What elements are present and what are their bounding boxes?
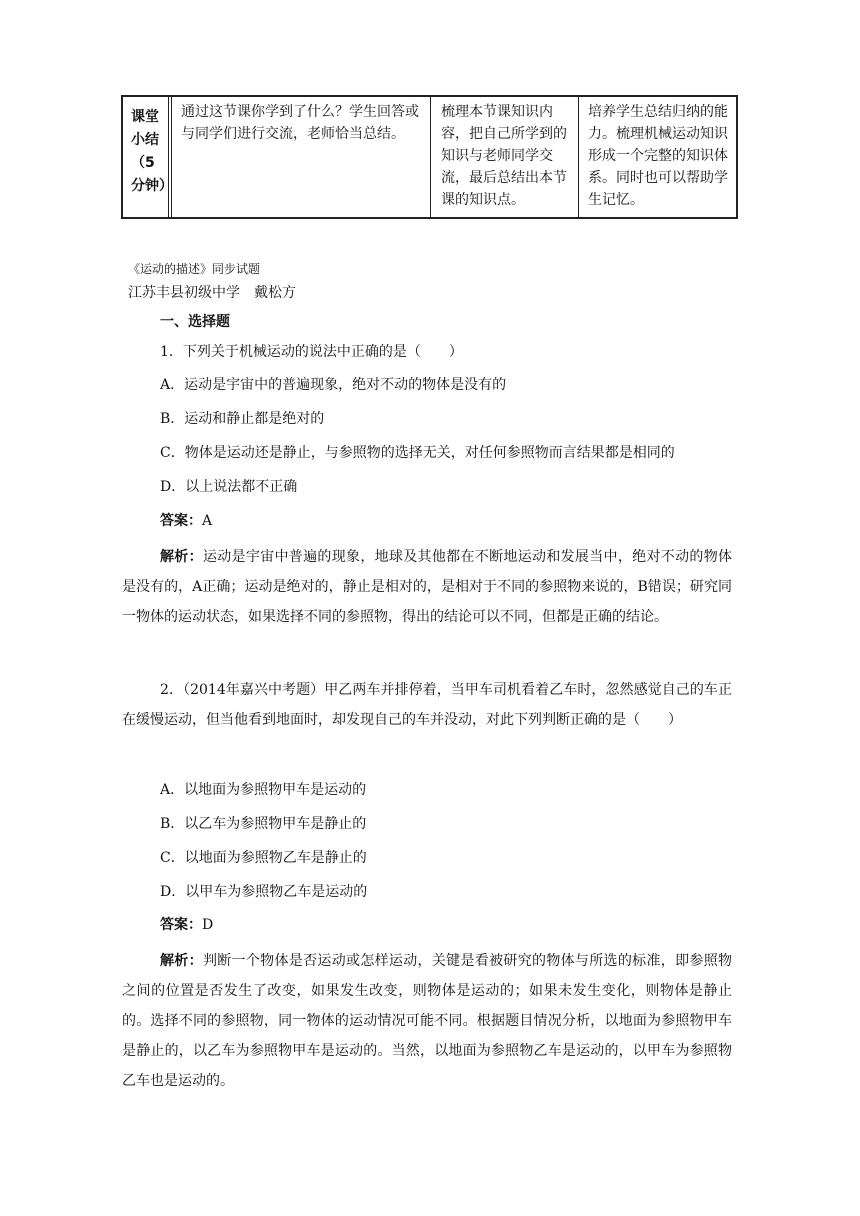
table-cell-student-activity: 梳理本节课知识内容，把自己所学到的知识与老师同学交流，最后总结出本节课的知识点。 xyxy=(431,97,579,217)
q2-answer-value: D xyxy=(202,917,214,933)
q2-analysis-label: 解析： xyxy=(160,953,203,969)
table-cell-design-intent: 培养学生总结归纳的能力。梳理机械运动知识形成一个完整的知识体系。同时也可以帮助学生记忆。 xyxy=(588,104,728,208)
q2-answer-label: 答案： xyxy=(160,917,202,933)
q1-stem: 1．下列关于机械运动的说法中正确的是（ ） xyxy=(160,344,463,360)
table-cell-stage: 课堂小结（5分钟） xyxy=(123,97,172,217)
table-cell-teacher-activity: 通过这节课你学到了什么？学生回答或与同学们进行交流，老师恰当总结。 xyxy=(172,97,431,217)
q2-analysis-text: 判断一个物体是否运动或怎样运动，关键是看被研究的物体与所选的标准，即参照物之间的位置是否发生了改变，如果发生改变，则物体是运动的；如果未发生变化，则物体是静止的。选择不同的参照物，同一物体的运动情况可能不同。根据题目情况分析，以地面为参照物甲车是静止的，以乙车为参照物甲车是运动的。当然，以地面为参照物乙车是运动的，以甲车为参照物乙车也是运动的。 xyxy=(122,953,733,1089)
q2-stem: 2．（2014年嘉兴中考题）甲乙两车并排停着，当甲车司机看着乙车时，忽然感觉自己的车正在缓慢运动，但当他看到地面时，却发现自己的车并没动，对此下列判断正确的是（ ） xyxy=(122,682,732,728)
author-line: 江苏丰县初级中学 戴松方 xyxy=(128,285,296,301)
q1-option-a: A．运动是宇宙中的普遍现象，绝对不动的物体是没有的 xyxy=(160,377,507,393)
section-heading: 一、选择题 xyxy=(160,314,230,330)
q2-option-d: D．以甲车为参照物乙车是运动的 xyxy=(160,884,368,900)
q1-answer xyxy=(160,510,212,530)
q1-option-b: B．运动和静止都是绝对的 xyxy=(160,411,325,427)
q2-option-c: C．以地面为参照物乙车是静止的 xyxy=(160,850,367,866)
q2-analysis xyxy=(122,946,732,1096)
doc-title: 《运动的描述》同步试题 xyxy=(128,262,261,276)
q1-analysis-text: 运动是宇宙中普遍的现象，地球及其他都在不断地运动和发展当中，绝对不动的物体是没有的，A正确；运动是绝对的，静止是相对的，是相对于不同的参照物来说的，B错误；研究同一物体的运动状态，如果选择不同的参照物，得出的结论可以不同，但都是正确的结论。 xyxy=(122,549,733,625)
q1-analysis-label: 解析： xyxy=(160,549,203,565)
q1-option-d: D．以上说法都不正确 xyxy=(160,479,298,495)
q2-option-b: B．以乙车为参照物甲车是静止的 xyxy=(160,816,367,832)
q1-option-c: C．物体是运动还是静止，与参照物的选择无关，对任何参照物而言结果都是相同的 xyxy=(160,445,675,461)
summary-table xyxy=(121,95,738,219)
q1-answer-label: 答案： xyxy=(160,513,202,529)
q1-analysis xyxy=(122,542,732,632)
q1-answer-value: A xyxy=(202,513,213,529)
q2-option-a: A．以地面为参照物甲车是运动的 xyxy=(160,782,367,798)
q2-answer xyxy=(160,914,213,934)
